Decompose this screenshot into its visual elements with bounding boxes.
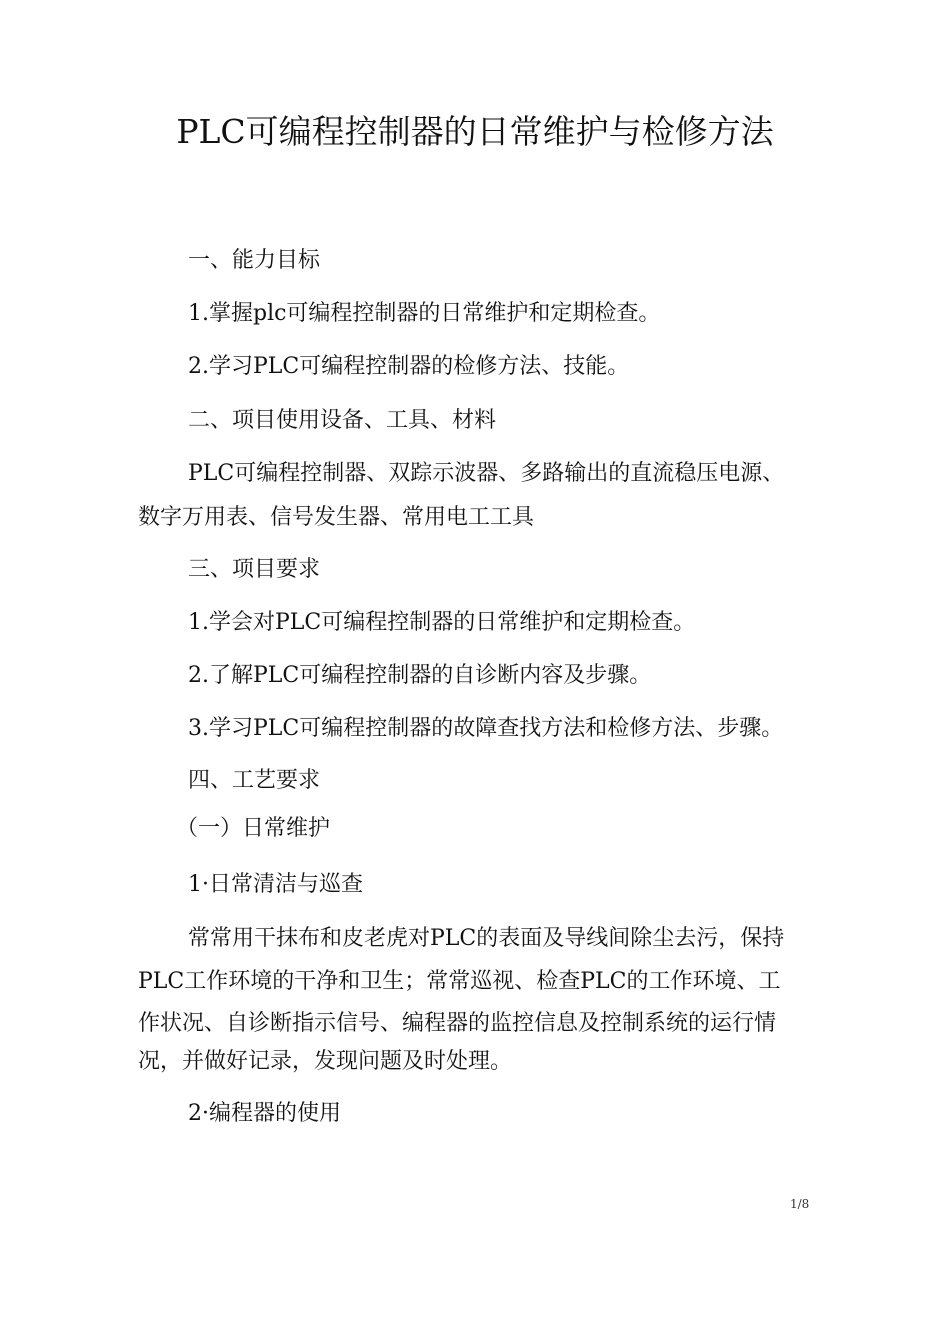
section-heading-equipment: 二、项目使用设备、工具、材料 (188, 408, 497, 433)
subsection-heading-daily-maintenance: （一）日常维护 (176, 816, 331, 841)
list-item-requirement-1: 1.学会对PLC可编程控制器的日常维护和定期检查。 (188, 610, 696, 635)
list-item-requirement-2: 2.了解PLC可编程控制器的自诊断内容及步骤。 (188, 663, 652, 688)
cleaning-paragraph-line-3: 作状况、自诊断指示信号、编程器的监控信息及控制系统的运行情 (138, 1011, 777, 1036)
section-heading-ability-goals: 一、能力目标 (188, 248, 321, 273)
list-item-requirement-3: 3.学习PLC可编程控制器的故障查找方法和检修方法、步骤。 (188, 716, 784, 741)
item-heading-cleaning: 1·日常清洁与巡查 (188, 872, 363, 897)
document-title: PLC可编程控制器的日常维护与检修方法 (176, 112, 774, 151)
page-number: 1/8 (790, 1197, 810, 1211)
equipment-paragraph-line-1: PLC可编程控制器、双踪示波器、多路输出的直流稳压电源、 (188, 461, 785, 486)
cleaning-paragraph-line-1: 常常用干抹布和皮老虎对PLC的表面及导线间除尘去污，保持 (188, 926, 785, 951)
list-item-goal-2: 2.学习PLC可编程控制器的检修方法、技能。 (188, 354, 630, 379)
equipment-paragraph-line-2: 数字万用表、信号发生器、常用电工工具 (138, 505, 535, 530)
item-heading-programmer-usage: 2·编程器的使用 (188, 1101, 341, 1126)
list-item-goal-1: 1.掌握plc可编程控制器的日常维护和定期检查。 (188, 301, 661, 326)
section-heading-requirements: 三、项目要求 (188, 557, 321, 582)
cleaning-paragraph-line-2: PLC工作环境的干净和卫生；常常巡视、检查PLC的工作环境、工 (138, 969, 781, 994)
section-heading-process: 四、工艺要求 (188, 768, 321, 793)
cleaning-paragraph-line-4: 况，并做好记录，发现问题及时处理。 (138, 1049, 513, 1074)
